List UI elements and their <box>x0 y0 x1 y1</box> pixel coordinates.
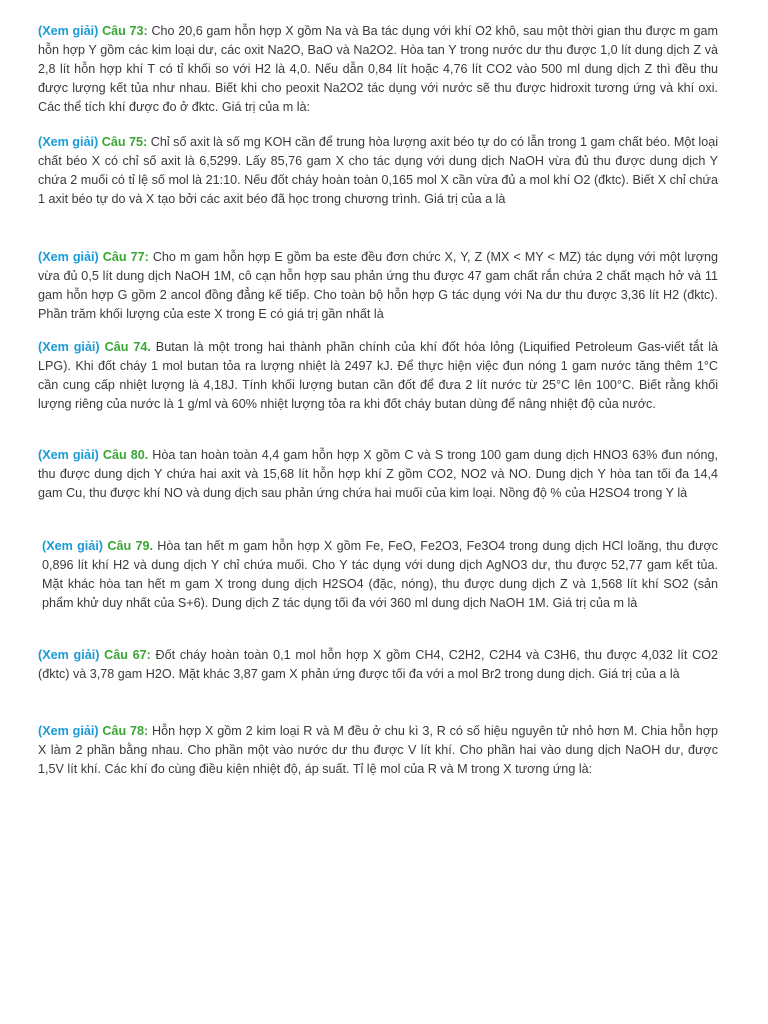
question-number: Câu 75: <box>101 135 148 149</box>
question-number: Câu 78: <box>102 724 149 738</box>
question-number: Câu 67: <box>104 648 151 662</box>
question-number: Câu 80. <box>102 448 149 462</box>
view-solution-link[interactable]: (Xem giải) <box>38 724 99 738</box>
question-74 <box>38 338 718 414</box>
question-text: Cho 20,6 gam hỗn hợp X gồm Na và Ba tác dụng với khí O2 khô, sau một thời gian thu được m gam hỗn hợp Y gồm các kim loại dư, các oxit Na2O, BaO và Na2O2. Hòa tan Y trong nước dư thu được 1,0 lít dung dịch Z và 2,8 lít hỗn hợp khí T có tỉ khối so với H2 là 4,0. Nếu dẫn 0,84 lít hoặc 4,76 lít CO2 vào 500 ml dung dịch Z thì đều thu được lượng kết tủa như nhau. Biết khi cho peoxit Na2O2 tác dụng với nước sẽ thu được hidroxit tương ứng và khí oxi. Các thể tích khí được đo ở đktc. Giá trị của m là: <box>38 24 718 114</box>
question-number: Câu 74. <box>104 340 151 354</box>
question-number: Câu 79. <box>107 539 153 553</box>
view-solution-link[interactable]: (Xem giải) <box>42 539 104 553</box>
view-solution-link[interactable]: (Xem giải) <box>38 24 99 38</box>
question-75 <box>38 133 718 209</box>
question-text: Hòa tan hoàn toàn 4,4 gam hỗn hợp X gồm C và S trong 100 gam dung dịch HNO3 63% đun nóng, thu được dung dịch Y chứa hai axit và 15,68 lít hỗn hợp khí Z gồm CO2, NO2 và NO. Dung dịch Y hòa tan tối đa 14,4 gam Cu, thu được khí NO và dung dịch sau phản ứng chứa hai muối của kim loại. Nồng độ % của H2SO4 trong Y là <box>38 448 718 500</box>
question-number: Câu 77: <box>102 250 149 264</box>
question-77 <box>38 248 718 324</box>
view-solution-link[interactable]: (Xem giải) <box>38 135 99 149</box>
view-solution-link[interactable]: (Xem giải) <box>38 448 99 462</box>
question-text: Cho m gam hỗn hợp E gồm ba este đều đơn chức X, Y, Z (MX < MY < MZ) tác dụng với một lượng vừa đủ 0,5 lít dung dịch NaOH 1M, cô cạn hỗn hợp sau phản ứng thu được 47 gam chất rắn chứa 2 chất mạch hở và 11 gam hỗn hợp G gồm 2 ancol đồng đẳng kế tiếp. Cho toàn bộ hỗn hợp G tác dụng với Na dư thu được 3,36 lít H2 (đktc). Phần trăm khối lượng của este X trong E có giá trị gần nhất là <box>38 250 719 321</box>
question-73 <box>38 22 718 117</box>
question-79 <box>42 537 718 613</box>
view-solution-link[interactable]: (Xem giải) <box>38 340 100 354</box>
question-text: Đốt cháy hoàn toàn 0,1 mol hỗn hợp X gồm CH4, C2H2, C2H4 và C3H6, thu được 4,032 lít CO2 (đktc) và 3,78 gam H2O. Mặt khác 3,87 gam X phản ứng được tối đa với a mol Br2 trong dung dịch. Giá trị của a là <box>38 648 719 681</box>
question-80 <box>38 446 718 503</box>
question-67 <box>38 646 718 684</box>
question-78 <box>38 722 718 779</box>
view-solution-link[interactable]: (Xem giải) <box>38 648 100 662</box>
question-text: Chỉ số axit là số mg KOH cần để trung hòa lượng axit béo tự do có lẫn trong 1 gam chất béo. Một loại chất béo X có chỉ số axit là 6,5299. Lấy 85,76 gam X cho tác dụng với dung dịch NaOH vừa đủ thu được dung dịch Y chứa 2 muối có tỉ lệ số mol là 21:10. Nếu đốt cháy hoàn toàn 0,165 mol X cần vừa đủ a mol khí O2 (đktc). Biết X chỉ chứa 1 axit béo tự do và X tạo bởi các axit béo đã học trong chương trình. Giá trị của a là <box>38 135 719 206</box>
question-text: Butan là một trong hai thành phần chính của khí đốt hóa lỏng (Liquified Petroleum Gas-viết tắt là LPG). Khi đốt cháy 1 mol butan tỏa ra lượng nhiệt là 2497 kJ. Để thực hiện việc đun nóng 1 gam nước tăng thêm 1°C cần cung cấp nhiệt lượng là 4,18J. Tính khối lượng butan cần đốt để đưa 2 lít nước từ 25°C lên 100°C. Biết rằng khối lượng riêng của nước là 1 g/ml và 60% nhiệt lượng tỏa ra khi đốt cháy butan dùng để nâng nhiệt độ của nước. <box>38 340 719 411</box>
question-text: Hòa tan hết m gam hỗn hợp X gồm Fe, FeO, Fe2O3, Fe3O4 trong dung dịch HCl loãng, thu được 0,896 lít khí H2 và dung dịch Y chỉ chứa muối. Cho Y tác dụng với dung dịch AgNO3 dư, thu được 52,77 gam kết tủa. Mặt khác hòa tan hết m gam X trong dung dịch H2SO4 (đặc, nóng), thu được dung dịch Z và 1,568 lít khí SO2 (sản phẩm khử duy nhất của S+6). Dung dịch Z tác dụng tối đa với 360 ml dung dịch NaOH 1M. Giá trị của m là <box>42 539 719 610</box>
question-number: Câu 73: <box>102 24 148 38</box>
view-solution-link[interactable]: (Xem giải) <box>38 250 99 264</box>
question-text: Hỗn hợp X gồm 2 kim loại R và M đều ở chu kì 3, R có số hiệu nguyên tử nhỏ hơn M. Chia hỗn hợp X làm 2 phần bằng nhau. Cho phần một vào nước dư thu được V lít khí. Cho phần hai vào dung dịch NaOH dư, được 1,5V lít khí. Các khí đo cùng điều kiện nhiệt độ, áp suất. Tỉ lệ mol của R và M trong X tương ứng là: <box>38 724 719 776</box>
